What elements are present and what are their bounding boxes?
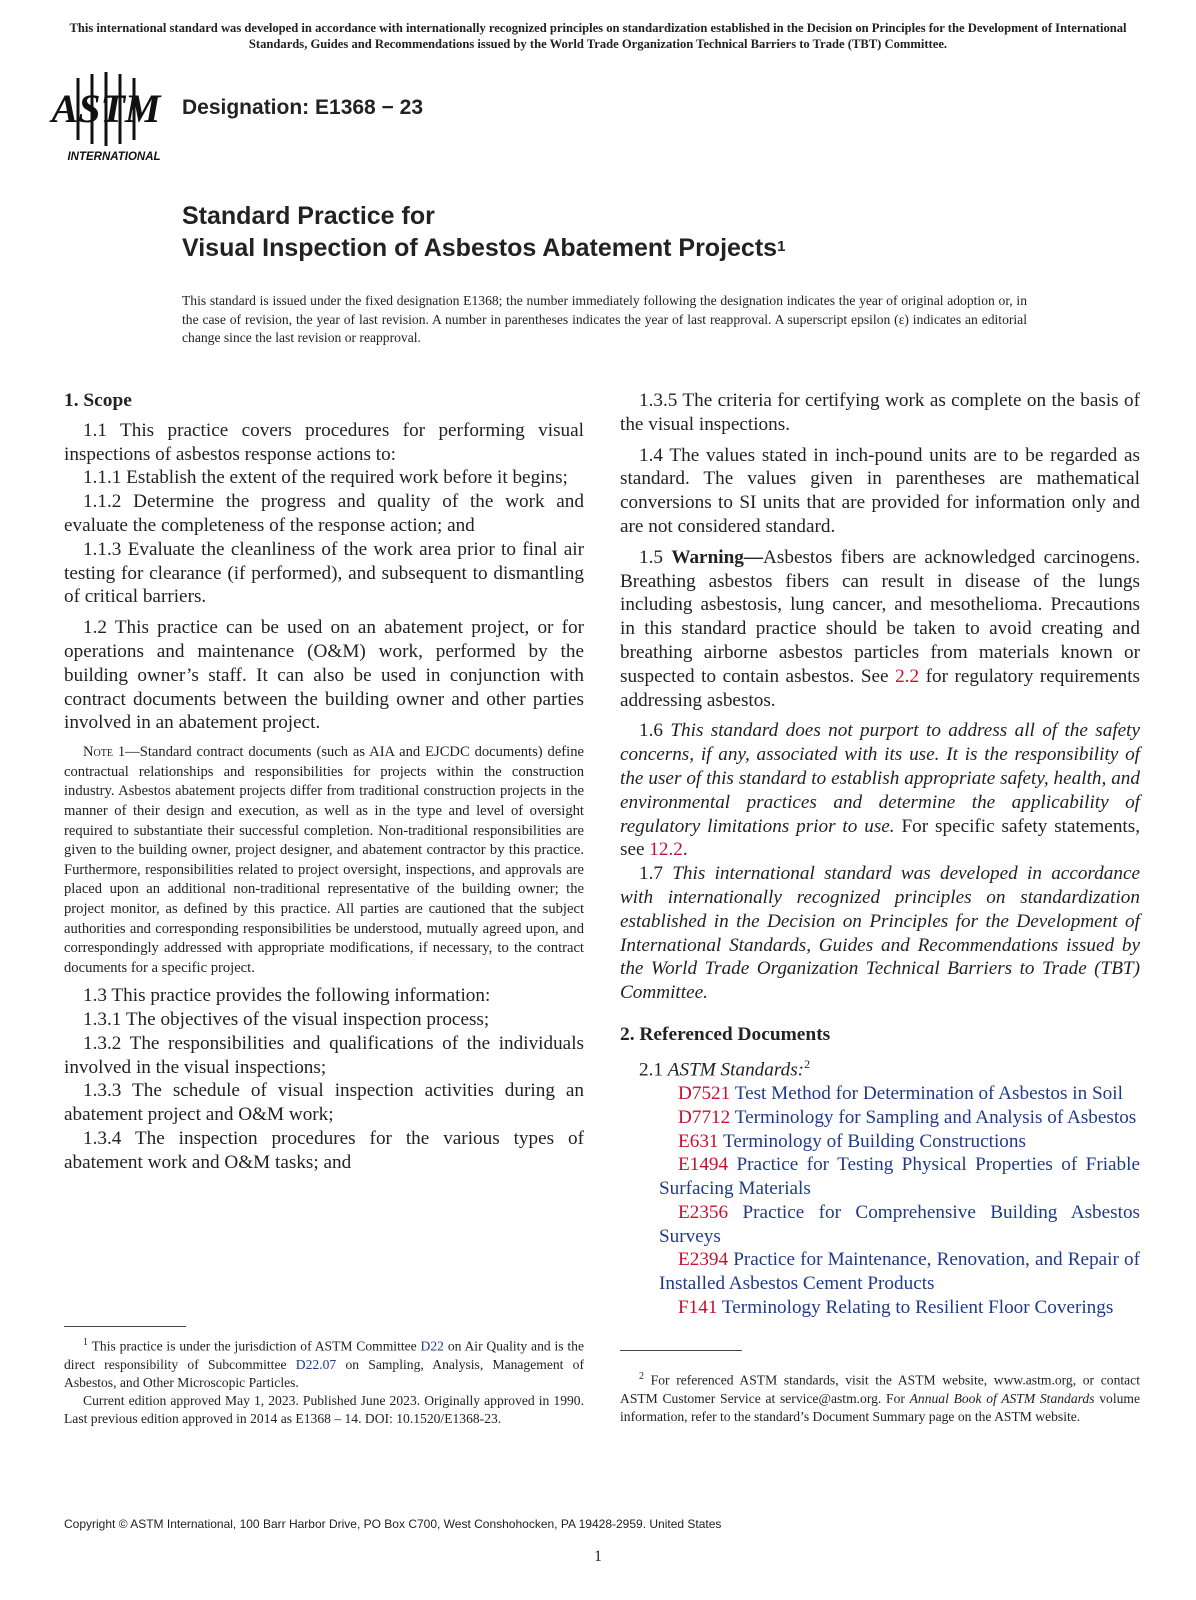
para-1-6: 1.6 This standard does not purport to address all of the safety concerns, if any, associated with its use. It is the responsibility of the user of this standard to establish appropriate safety, health, and environmental practices and determine the applicability of regulatory limitations prior to use. For specific safety statements, see 12.2. [620,720,1141,861]
footnote-1-text [64,1334,584,1392]
reference-item [620,1296,1140,1320]
note-text: —Standard contract documents (such as AIA and EJCDC documents) define contractual relationships and responsibilities for projects within the construction industry. Asbestos abatement projects differ from traditional construction projects in the manner of their design and execution, as well as in the type and level of oversight required to substantiate their successful completion. Non-traditional responsibilities are given to the building owner, project designer, and abatement contractor by this practice. Furthermore, responsibilities related to project oversight, inspections, and approvals are placed upon an additional non-traditional representative of the building owner; the project monitor, as defined by this practice. All parties are cautioned that the subject authorities and corresponding responsibilities be understood, mutually agreed upon, and correspondingly addressed with appropriate modifications, if necessary, to the contract documents for a specific project. [64,744,584,976]
ref-title-link[interactable]: Practice for Maintenance, Renovation, and Repair of Installed Asbestos Cement Products [659,1249,1140,1295]
para-1-6-number: 1.6 [639,720,663,742]
para-1-7-italic: This international standard was developed in accordance with internationally recognized principles on standardization established in the Decision on Principles for the Development of International Standards, Guides and Recommendations issued by the World Trade Organization Technical Barriers to Trade (TBT) Committee. [620,863,1141,1004]
logo-letters: ASTM [51,86,161,131]
section-heading-referenced-documents: 2. Referenced Documents [620,1023,831,1045]
header-note: This international standard was developed in accordance with internationally recognized principles on standardization established in the Decision on Principles for the Development of International Standards, Guides and Recommendations issued by the World Trade Organization Technical Barriers to Trade (TBT) Committee. [69,21,1127,51]
ref-code-link[interactable]: E2394 [678,1249,729,1271]
para-2-1-number: 2.1 [639,1059,663,1081]
astm-logo [51,70,166,166]
para-1-1-1: 1.1.1 Establish the extent of the required work before it begins; [83,467,568,489]
para-1-1-2: 1.1.2 Determine the progress and quality of the work and evaluate the completeness of the response action; and [64,491,584,536]
reference-item [620,1106,1140,1130]
footnote-1 [64,1334,584,1429]
title-line-2-text: Visual Inspection of Asbestos Abatement Projects [182,234,778,262]
para-1-3-2: 1.3.2 The responsibilities and qualifications of the individuals involved in the visual inspections; [64,1032,584,1078]
para-1-3-3: 1.3.3 The schedule of visual inspection activities during an abatement project and O&M work; [64,1080,584,1126]
para-1-7-number: 1.7 [639,863,663,885]
note-1 [64,743,584,978]
right-column [620,389,1140,1320]
footnote-rule-right [620,1350,742,1351]
footnote-1-edition: Current edition approved May 1, 2023. Published June 2023. Originally approved in 1990. Last previous edition approved in 2014 as E1368 – 14. DOI: 10.1520/E1368-23. [64,1393,584,1427]
footnote-2-part-b: volume information, refer to the standard’s Document Summary page on the ASTM website. [620,1390,1141,1424]
para-1-6-italic: This standard does not purport to address all of the safety concerns, if any, associated with its use. It is the responsibility of the user of this standard to establish appropriate safety, health, and environmental practices and determine the applicability of regulatory limitations prior to use. [620,720,1141,837]
para-1-3-1: 1.3.1 The objectives of the visual inspection process; [83,1009,490,1031]
para-1-5-number: 1.5 [639,546,663,568]
reference-item [620,1082,1140,1106]
left-column [64,389,584,1175]
para-1-3: 1.3 This practice provides the following information: [83,985,491,1007]
footnote-2-text [620,1368,1140,1426]
ref-title-link[interactable]: Practice for Testing Physical Properties of Friable Surfacing Materials [659,1154,1140,1200]
para-1-4: 1.4 The values stated in inch-pound units are to be regarded as standard. The values given in parentheses are mathematical conversions to SI units that are provided for information only and are not considered standard. [620,444,1140,537]
designation: Designation: E1368 − 23 [182,96,424,119]
title-line-1: Standard Practice for [182,202,435,230]
section-heading-scope: 1. Scope [64,390,132,411]
warning-label: Warning— [671,546,764,568]
copyright-notice: Copyright © ASTM International, 100 Barr Harbor Drive, PO Box C700, West Conshohocken, PA 19428-2959. United States [64,1517,722,1531]
para-1-3-4: 1.3.4 The inspection procedures for the various types of abatement work and O&M tasks; and [64,1128,584,1173]
footnote-2-mark: 2 [639,1371,644,1382]
para-1-1: 1.1 This practice covers procedures for performing visual inspections of asbestos response actions to: [64,419,584,465]
para-1-5-text: Asbestos fibers are acknowledged carcinogens. Breathing asbestos fibers can result in disease of the lungs including asbestosis, lung cancer, and mesothelioma. Precautions in this standard practice should be taken to avoid creating and breathing airborne asbestos particles from materials known or suspected to contain asbestos. See [620,546,1140,687]
para-1-7 [620,862,1140,1005]
para-1-1-3: 1.1.3 Evaluate the cleanliness of the work area prior to final air testing for clearance (if performed), and subsequent to dismantling of critical barriers. [64,538,584,608]
astm-standards-label: ASTM Standards: [667,1059,805,1081]
footnote-mark-2: 2 [804,1056,811,1071]
ref-title-link[interactable]: Terminology Relating to Resilient Floor Coverings [721,1297,1114,1319]
reference-item [620,1130,1140,1154]
footnote-1-part-a: This practice is under the jurisdiction of ASTM Committee [91,1338,417,1354]
para-1-5-end: for regulatory requirements addressing asbestos. [620,665,1141,711]
footnote-2-italic: Annual Book of ASTM Standards [909,1390,1095,1406]
footnote-rule-left [64,1326,186,1327]
para-1-2: 1.2 This practice can be used on an abatement project, or for operations and maintenance (O&M) work, performed by the building owner’s staff. It can also be used in conjunction with contract documents between the building owner and other parties involved in an abatement project. [64,617,584,734]
reference-item [620,1248,1140,1296]
footnote-1-part-b: on Air Quality and is the direct responsibility of Subcommittee [64,1338,584,1372]
ref-code-link[interactable]: D7521 [678,1082,731,1104]
title-line-2 [182,232,785,268]
ref-title-link[interactable]: Practice for Comprehensive Building Asbestos Surveys [659,1201,1140,1247]
link-subcommittee-d22-07[interactable]: D22.07 [295,1356,337,1372]
footnote-2-part-a: For referenced ASTM standards, visit the ASTM website, www.astm.org, or contact ASTM Customer Service at service@astm.org. For [620,1372,1140,1406]
para-1-5 [620,546,1140,713]
ref-code-link[interactable]: E2356 [678,1201,729,1223]
footnote-2 [620,1368,1140,1426]
ref-title-link[interactable]: Terminology for Sampling and Analysis of Asbestos [734,1106,1137,1128]
logo-subtext: INTERNATIONAL [67,151,161,163]
link-2-2[interactable]: 2.2 [895,665,920,687]
ref-code-link[interactable]: D7712 [678,1106,731,1128]
ref-title-link[interactable]: Test Method for Determination of Asbestos in Soil [734,1082,1123,1104]
footnote-1-mark: 1 [83,1337,88,1348]
page-number: 1 [594,1548,602,1565]
reference-item [620,1153,1140,1201]
ref-title-link[interactable]: Terminology of Building Constructions [722,1130,1026,1152]
para-2-1 [620,1053,1140,1082]
para-1-3-5: 1.3.5 The criteria for certifying work as complete on the basis of the visual inspections. [620,390,1140,435]
reference-item [620,1201,1140,1249]
para-1-6-end: For specific safety statements, see [620,815,1141,861]
document-title [182,200,785,268]
ref-code-link[interactable]: E631 [678,1130,719,1152]
footnote-1-part-c: on Sampling, Analysis, Management of Asbestos, and Other Microscopic Particles. [64,1356,585,1390]
title-footnote-mark: 1 [777,238,786,255]
link-committee-d22[interactable]: D22 [420,1338,444,1354]
ref-code-link[interactable]: F141 [678,1297,718,1319]
note-label: Note 1 [83,744,126,761]
issued-under-statement: This standard is issued under the fixed designation E1368; the number immediately following the designation indicates the year of original adoption or, in the case of revision, the year of last revision. A number in parentheses indicates the year of last reapproval. A superscript epsilon (ε) indicates an editorial change since the last revision or reapproval. [182,293,1027,345]
ref-code-link[interactable]: E1494 [678,1154,729,1176]
link-12-2[interactable]: 12.2 [649,839,683,861]
